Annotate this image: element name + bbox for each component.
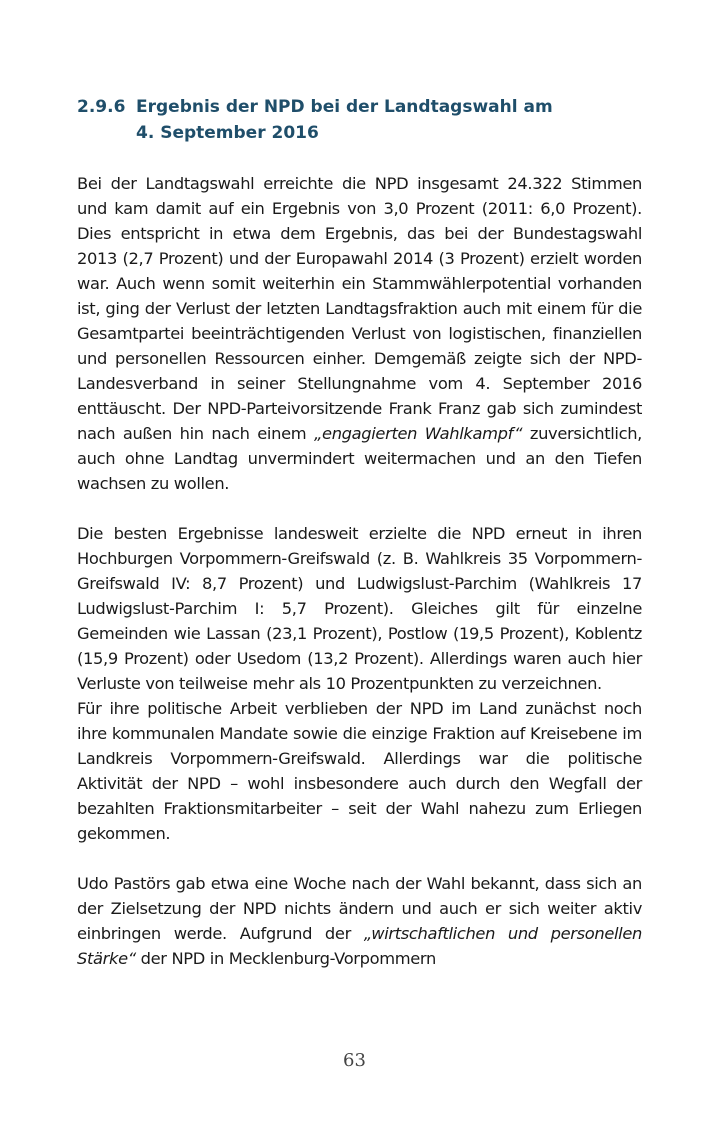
paragraph-2: Die besten Ergebnisse landesweit erzielte die NPD erneut in ihren Hochburgen Vorpommern-Greifswald (z. B. Wahlkreis 35 Vorpommern-Greifswald IV: 8,7 Prozent) und Ludwigslust-Parchim (Wahlkreis 17 Ludwigslust-Parchim I: 5,7 Prozent). Gleiches gilt für einzelne Gemeinden wie Lassan (23,1 Prozent), Postlow (19,5 Prozent), Koblentz (15,9 Prozent) oder Usedom (13,2 Prozent). Allerdings waren auch hier Verluste von teilweise mehr als 10 Prozentpunkten zu verzeichnen. xyxy=(77,524,642,693)
paragraph-1-quote: „engagierten Wahlkampf“ xyxy=(313,424,523,443)
paragraph-4 xyxy=(77,871,642,971)
paragraph-4-quote: „wirtschaftlichen und personellen Stärke“ xyxy=(77,924,642,968)
paragraph-4-text-a: Udo Pastörs gab etwa eine Woche nach der Wahl bekannt, dass sich an der Zielsetzung der NPD nichts ändern und auch er sich weiter aktiv einbringen werde. Aufgrund der xyxy=(77,874,642,943)
paragraph-3: Für ihre politische Arbeit verblieben der NPD im Land zunächst noch ihre kommunalen Mandate sowie die einzige Fraktion auf Kreisebene im Landkreis Vorpommern-Greifswald. Allerdings war die politische Aktivität der NPD – wohl insbesondere auch durch den Wegfall der bezahlten Fraktionsmitarbeiter – seit der Wahl nahezu zum Erliegen gekommen. xyxy=(77,699,642,843)
section-title-line2: 4. September 2016 xyxy=(136,123,319,143)
paragraph-1-text-a: Bei der Landtagswahl erreichte die NPD insgesamt 24.322 Stimmen und kam damit auf ein Ergebnis von 3,0 Prozent (2011: 6,0 Prozent). Dies entspricht in etwa dem Ergebnis, das bei der Bundestagswahl 2013 (2,7 Prozent) und der Europawahl 2014 (3 Prozent) erzielt worden war. Auch wenn somit weiterhin ein Stammwählerpotential vorhanden ist, ging der Verlust der letzten Landtagsfraktion auch mit einem für die Gesamtpartei beeinträchtigenden Verlust von logistischen, finanziellen und personellen Ressourcen einher. Demgemäß zeigte sich der NPD-Landesverband in seiner Stellungnahme vom 4. September 2016 enttäuscht. Der NPD-Parteivorsitzende Frank Franz gab sich zumindest nach außen hin nach einem xyxy=(77,174,642,443)
paragraph-1 xyxy=(77,171,642,496)
section-number: 2.9.6 xyxy=(77,97,126,117)
section-heading xyxy=(77,94,637,146)
body-text xyxy=(77,171,642,971)
section-title-line1: Ergebnis der NPD bei der Landtagswahl am xyxy=(136,97,553,117)
paragraph-1-text-b: zuversichtlich, auch ohne Landtag unvermindert weitermachen und an den Tiefen wachsen zu wollen. xyxy=(77,424,642,493)
page-number: 63 xyxy=(343,1050,366,1071)
paragraph-4-text-b: der NPD in Mecklenburg-Vorpommern xyxy=(135,949,436,968)
